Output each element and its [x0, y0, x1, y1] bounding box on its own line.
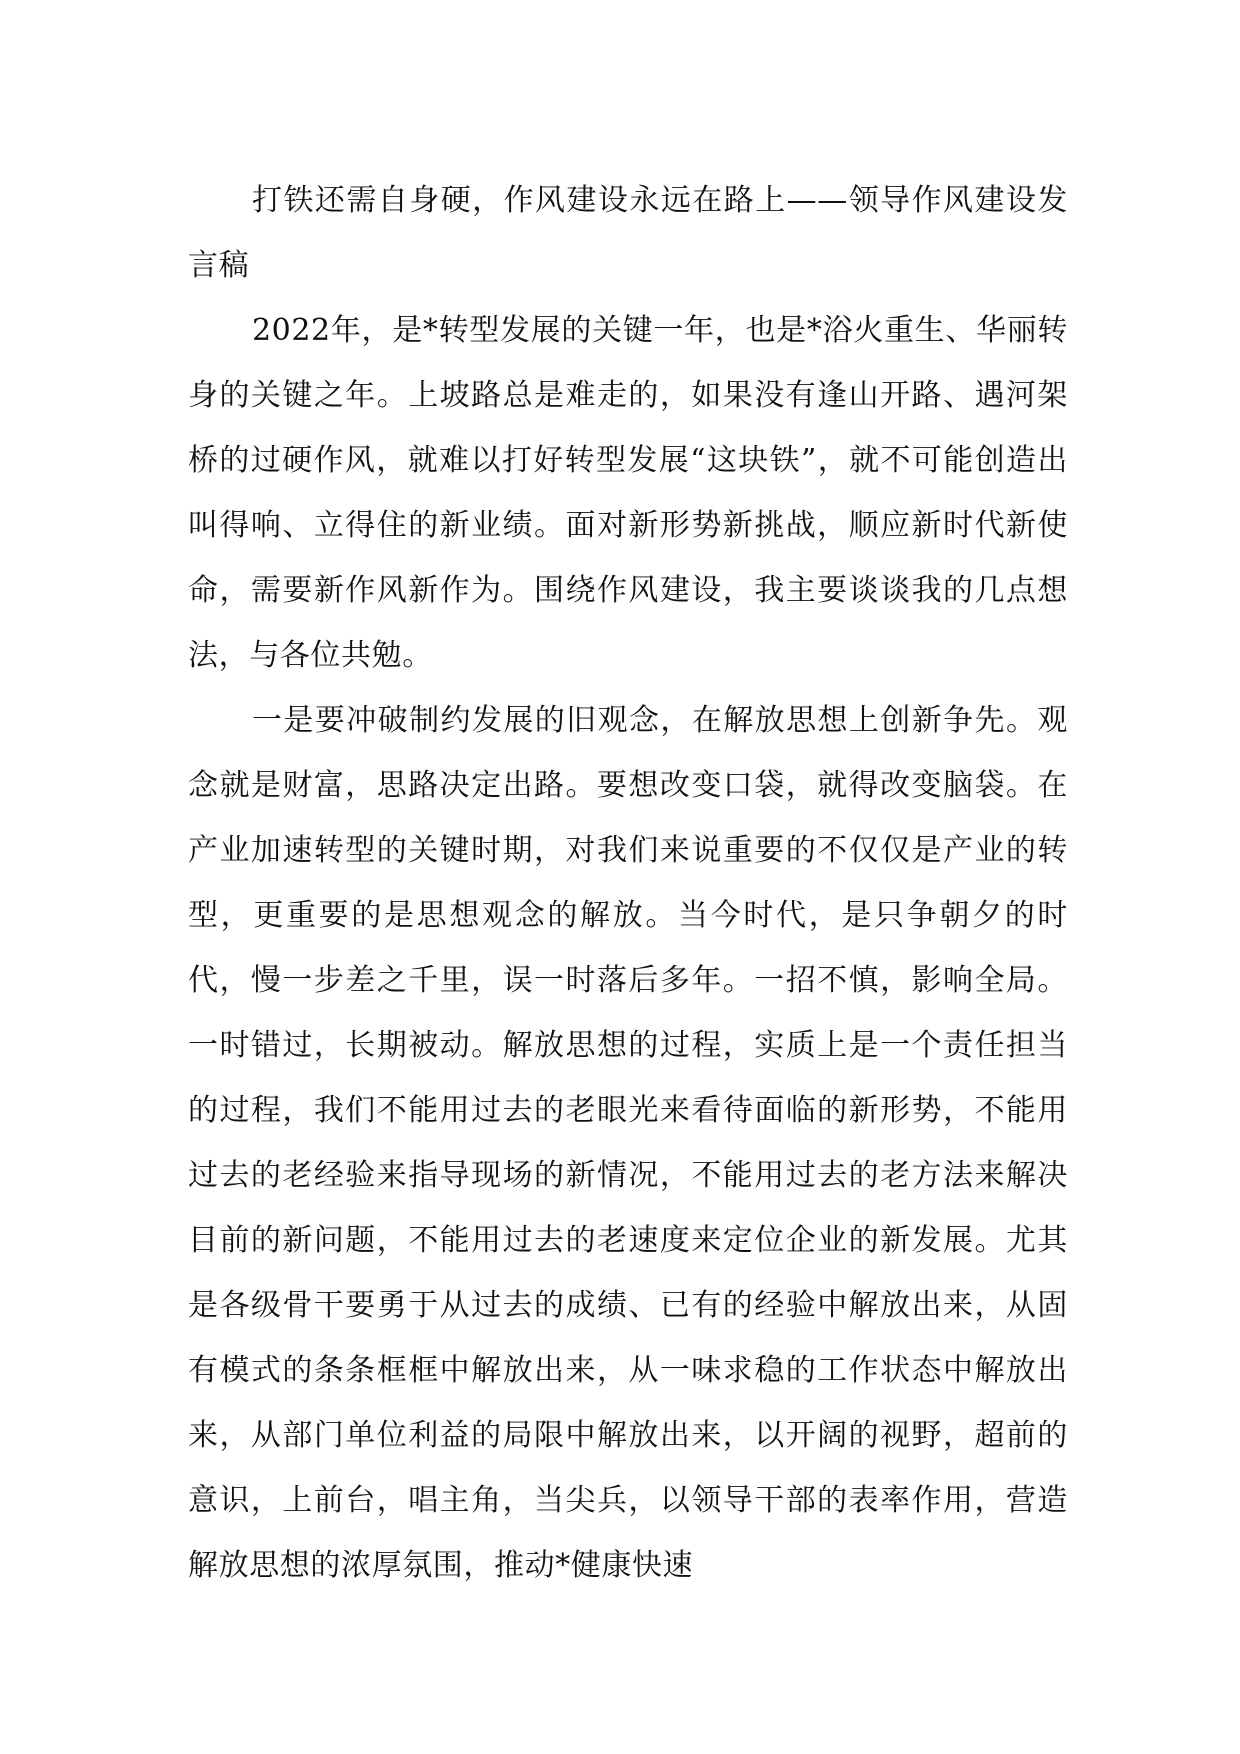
paragraph-intro: 2022年，是*转型发展的关键一年，也是*浴火重生、华丽转身的关键之年。上坡路总是难走的，如果没有逢山开路、遇河架桥的过硬作风，就难以打好转型发展“这块铁”，就不可能创造出叫得响、立得住的新业绩。面对新形势新挑战，顺应新时代新使命，需要新作风新作为。围绕作风建设，我主要谈谈我的几点想法，与各位共勉。 [188, 313, 1068, 673]
document-title: 打铁还需自身硬，作风建设永远在路上——领导作风建设发言稿 [188, 183, 1068, 283]
document-body [188, 168, 1068, 1598]
paragraph-point-one: 一是要冲破制约发展的旧观念，在解放思想上创新争先。观念就是财富，思路决定出路。要想改变口袋，就得改变脑袋。在产业加速转型的关键时期，对我们来说重要的不仅仅是产业的转型，更重要的是思想观念的解放。当今时代，是只争朝夕的时代，慢一步差之千里，误一时落后多年。一招不慎，影响全局。一时错过，长期被动。解放思想的过程，实质上是一个责任担当的过程，我们不能用过去的老眼光来看待面临的新形势，不能用过去的老经验来指导现场的新情况，不能用过去的老方法来解决目前的新问题，不能用过去的老速度来定位企业的新发展。尤其是各级骨干要勇于从过去的成绩、已有的经验中解放出来，从固有模式的条条框框中解放出来，从一味求稳的工作状态中解放出来，从部门单位利益的局限中解放出来，以开阔的视野，超前的意识，上前台，唱主角，当尖兵，以领导干部的表率作用，营造解放思想的浓厚氛围，推动*健康快速 [188, 703, 1068, 1583]
